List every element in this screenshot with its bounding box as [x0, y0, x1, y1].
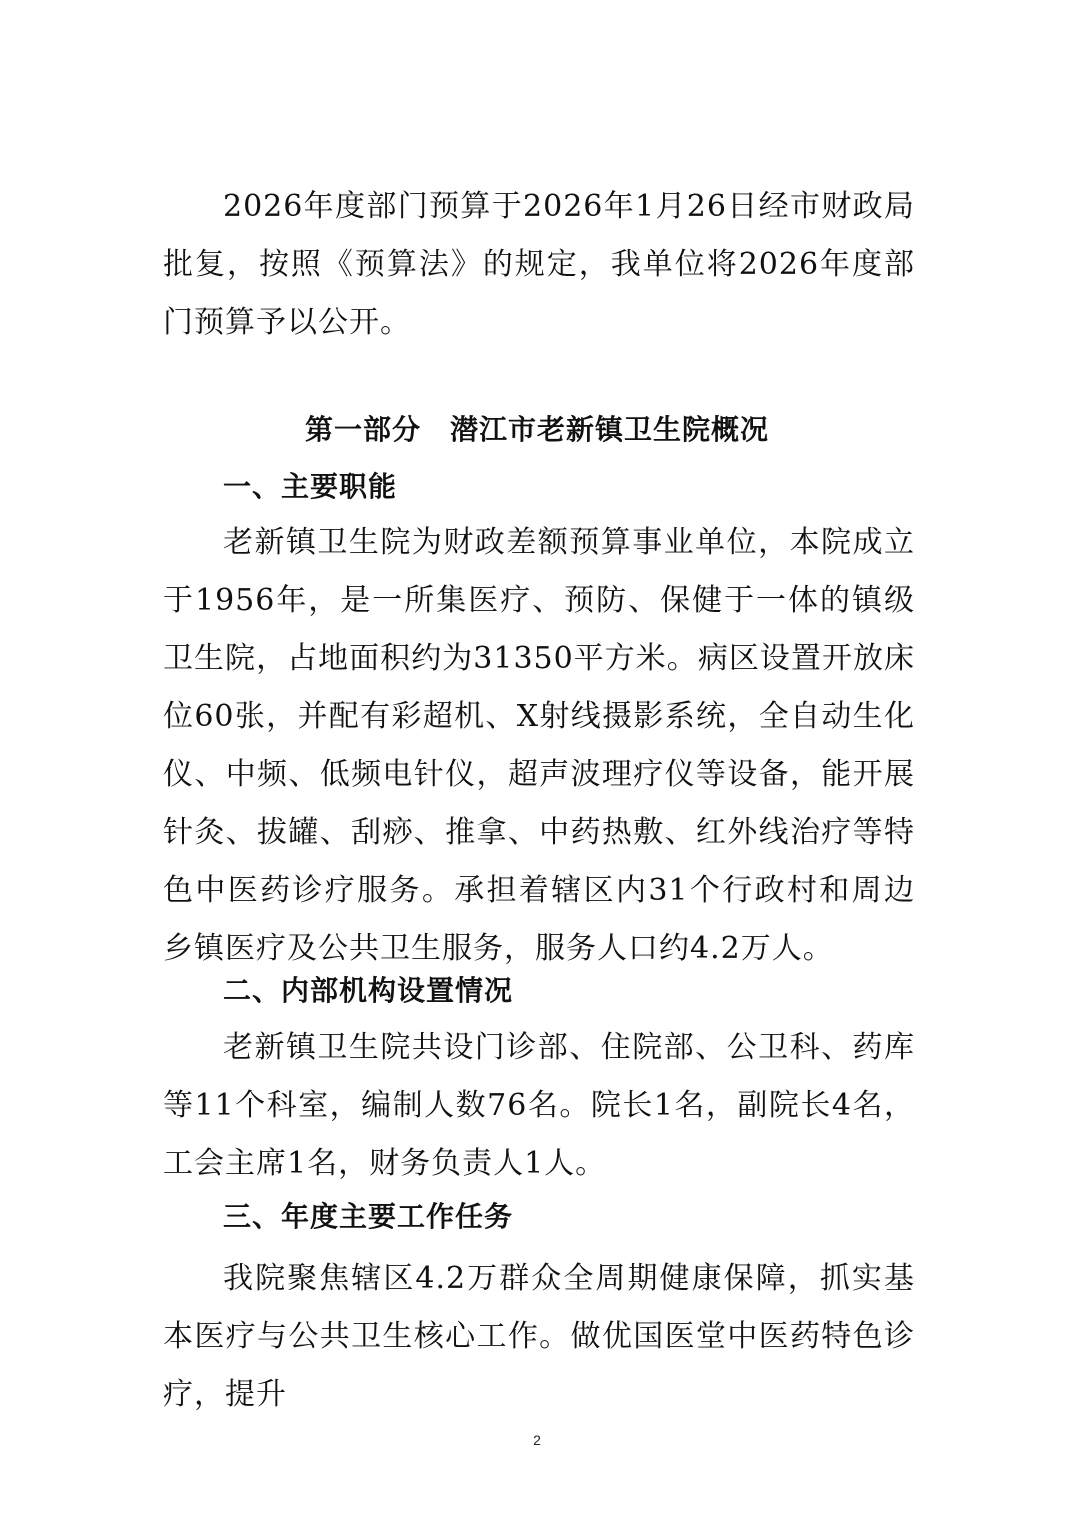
page-number: 2 [533, 1432, 541, 1448]
section-body-internal-structure: 老新镇卫生院共设门诊部、住院部、公卫科、药库等11个科室，编制人数76名。院长1名，副院长4名，工会主席1名，财务负责人1人。 [163, 1030, 915, 1181]
section-body-main-functions: 老新镇卫生院为财政差额预算事业单位，本院成立于1956年，是一所集医疗、预防、保健于一体的镇级卫生院，占地面积约为31350平方米。病区设置开放床位60张，并配有彩超机、X射线摄影系统，全自动生化仪、中频、低频电针仪，超声波理疗仪等设备，能开展针灸、拔罐、刮痧、推拿、中药热敷、红外线治疗等特色中医药诊疗服务。承担着辖区内31个行政村和周边乡镇医疗及公共卫生服务，服务人口约4.2万人。 [163, 525, 915, 966]
section-heading-annual-tasks: 三、年度主要工作任务 [223, 1200, 514, 1233]
section-body-annual-tasks: 我院聚焦辖区4.2万群众全周期健康保障，抓实基本医疗与公共卫生核心工作。做优国医堂中医药特色诊疗，提升 [163, 1261, 915, 1412]
part-one-title: 第一部分 潜江市老新镇卫生院概况 [304, 413, 769, 446]
intro-paragraph: 2026年度部门预算于2026年1月26日经市财政局批复，按照《预算法》的规定，我单位将2026年度部门预算予以公开。 [163, 189, 915, 340]
section-heading-internal-structure: 二、内部机构设置情况 [223, 974, 514, 1007]
section-heading-main-functions: 一、主要职能 [223, 470, 398, 503]
